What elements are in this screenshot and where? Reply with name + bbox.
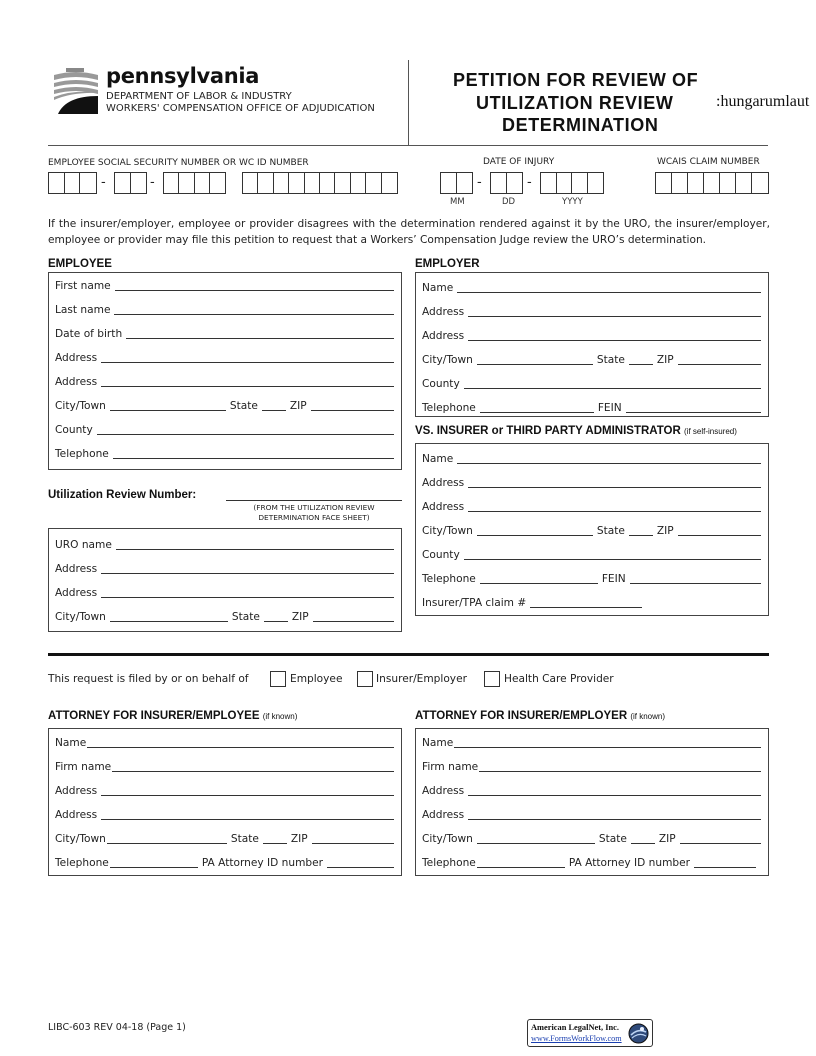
injury-month-boxes[interactable] — [440, 172, 473, 194]
section-divider — [48, 653, 769, 656]
ssn-dash-1: - — [101, 175, 106, 190]
employer-city-state-zip-field[interactable]: City/Town State ZIP — [422, 351, 761, 367]
employer-address-2-field[interactable]: Address — [422, 327, 761, 343]
attorney-right-address-1-field[interactable]: Address — [422, 782, 761, 798]
employee-address-2-field[interactable]: Address — [55, 373, 394, 389]
department-name: DEPARTMENT OF LABOR & INDUSTRY — [106, 91, 292, 102]
stray-glyph-text: :hungarumlaut — [716, 93, 810, 110]
attorney-right-firm-field[interactable]: Firm name — [422, 758, 761, 774]
uro-city-state-zip-field[interactable]: City/Town State ZIP — [55, 608, 394, 624]
date-dash-1: - — [477, 175, 482, 190]
employee-first-name-field[interactable]: First name — [55, 277, 394, 293]
injury-day-boxes[interactable] — [490, 172, 523, 194]
attorney-right-address-2-field[interactable]: Address — [422, 806, 761, 822]
mm-label: MM — [450, 197, 465, 207]
date-dash-2: - — [527, 175, 532, 190]
attorney-right-city-state-zip-field[interactable]: City/Town State ZIP — [422, 830, 761, 846]
employer-section-title: EMPLOYER — [415, 258, 480, 270]
wcais-claim-boxes[interactable] — [655, 172, 769, 194]
employee-checkbox[interactable] — [270, 671, 286, 687]
insurer-name-field[interactable]: Name — [422, 450, 761, 466]
insurer-telephone-fein-field[interactable]: Telephone FEIN — [422, 570, 761, 586]
insurer-claim-number-field[interactable]: Insurer/TPA claim # — [422, 594, 761, 610]
yyyy-label: YYYY — [562, 197, 583, 207]
vendor-name: American LegalNet, Inc. — [531, 1023, 619, 1032]
employee-section-title: EMPLOYEE — [48, 258, 112, 270]
attorney-left-address-1-field[interactable]: Address — [55, 782, 394, 798]
attorney-left-address-2-field[interactable]: Address — [55, 806, 394, 822]
wcais-label: WCAIS CLAIM NUMBER — [657, 157, 760, 167]
uro-address-1-field[interactable]: Address — [55, 560, 394, 576]
attorney-left-city-state-zip-field[interactable]: City/Town State ZIP — [55, 830, 394, 846]
attorney-left-name-field[interactable]: Name — [55, 734, 394, 750]
utilization-review-number-label: Utilization Review Number: — [48, 489, 197, 501]
employer-telephone-fein-field[interactable]: Telephone FEIN — [422, 399, 761, 415]
vendor-url-link[interactable]: www.FormsWorkFlow.com — [531, 1034, 622, 1043]
vendor-badge[interactable] — [527, 1019, 653, 1047]
header-divider — [408, 60, 409, 146]
employee-last-name-field[interactable]: Last name — [55, 301, 394, 317]
intro-paragraph: If the insurer/employer, employee or provider disagrees with the determination rendered against it by the URO, the insurer/employer, employee or provider may file this petition to request that a Workers’ Compensation Judge review the URO’s determination. — [48, 218, 770, 246]
insurer-address-1-field[interactable]: Address — [422, 474, 761, 490]
ssn-serial-boxes[interactable] — [163, 172, 226, 194]
insurer-employer-checkbox[interactable] — [357, 671, 373, 687]
header-bottom-rule — [48, 145, 768, 146]
office-name: WORKERS' COMPENSATION OFFICE OF ADJUDICATION — [106, 103, 375, 114]
attorney-left-section-title: ATTORNEY FOR INSURER/EMPLOYEE (if known) — [48, 710, 298, 722]
employee-address-1-field[interactable]: Address — [55, 349, 394, 365]
ssn-group-boxes[interactable] — [114, 172, 147, 194]
utilization-review-number-input[interactable] — [226, 500, 402, 501]
insurer-section-title: VS. INSURER or THIRD PARTY ADMINISTRATOR (if self-insured) — [415, 425, 737, 437]
uro-name-field[interactable]: URO name — [55, 536, 394, 552]
form-title-line-2: UTILIZATION REVIEW — [476, 93, 674, 113]
employee-county-field[interactable]: County — [55, 421, 394, 437]
insurer-employer-checkbox-label: Insurer/Employer — [376, 673, 467, 685]
form-title-line-3: DETERMINATION — [502, 115, 659, 135]
ssn-dash-2: - — [150, 175, 155, 190]
employer-county-field[interactable]: County — [422, 375, 761, 391]
ssn-label: EMPLOYEE SOCIAL SECURITY NUMBER OR WC ID NUMBER — [48, 158, 309, 168]
attorney-right-section-title: ATTORNEY FOR INSURER/EMPLOYER (if known) — [415, 710, 666, 722]
wc-id-boxes[interactable] — [242, 172, 398, 194]
brand-name: pennsylvania — [106, 64, 260, 88]
employee-panel — [48, 272, 402, 470]
employee-telephone-field[interactable]: Telephone — [55, 445, 394, 461]
uro-panel — [48, 528, 402, 632]
form-code: LIBC-603 REV 04-18 (Page 1) — [48, 1022, 186, 1033]
filed-by-text: This request is filed by or on behalf of — [48, 673, 249, 685]
employer-address-1-field[interactable]: Address — [422, 303, 761, 319]
health-care-provider-checkbox-label: Health Care Provider — [504, 673, 614, 685]
insurer-address-2-field[interactable]: Address — [422, 498, 761, 514]
attorney-left-firm-field[interactable]: Firm name — [55, 758, 394, 774]
insurer-county-field[interactable]: County — [422, 546, 761, 562]
pennsylvania-keystone-logo — [52, 66, 100, 116]
attorney-right-telephone-id-field[interactable]: Telephone PA Attorney ID number — [422, 854, 761, 870]
attorney-left-panel — [48, 728, 402, 876]
vendor-globe-icon — [628, 1023, 649, 1044]
attorney-right-panel — [415, 728, 769, 876]
form-title-line-1: PETITION FOR REVIEW OF — [453, 70, 699, 90]
attorney-right-name-field[interactable]: Name — [422, 734, 761, 750]
attorney-left-telephone-id-field[interactable]: Telephone PA Attorney ID number — [55, 854, 394, 870]
uro-address-2-field[interactable]: Address — [55, 584, 394, 600]
employee-city-state-zip-field[interactable]: City/Town State ZIP — [55, 397, 394, 413]
health-care-provider-checkbox[interactable] — [484, 671, 500, 687]
employee-checkbox-label: Employee — [290, 673, 343, 685]
employer-name-field[interactable]: Name — [422, 279, 761, 295]
employee-dob-field[interactable]: Date of birth — [55, 325, 394, 341]
insurer-panel — [415, 443, 769, 616]
employer-panel — [415, 272, 769, 417]
utilization-review-note: (FROM THE UTILIZATION REVIEW DETERMINATION FACE SHEET) — [253, 503, 375, 522]
injury-year-boxes[interactable] — [540, 172, 604, 194]
insurer-city-state-zip-field[interactable]: City/Town State ZIP — [422, 522, 761, 538]
date-of-injury-label: DATE OF INJURY — [483, 157, 555, 167]
ssn-area-boxes[interactable] — [48, 172, 97, 194]
dd-label: DD — [502, 197, 516, 207]
